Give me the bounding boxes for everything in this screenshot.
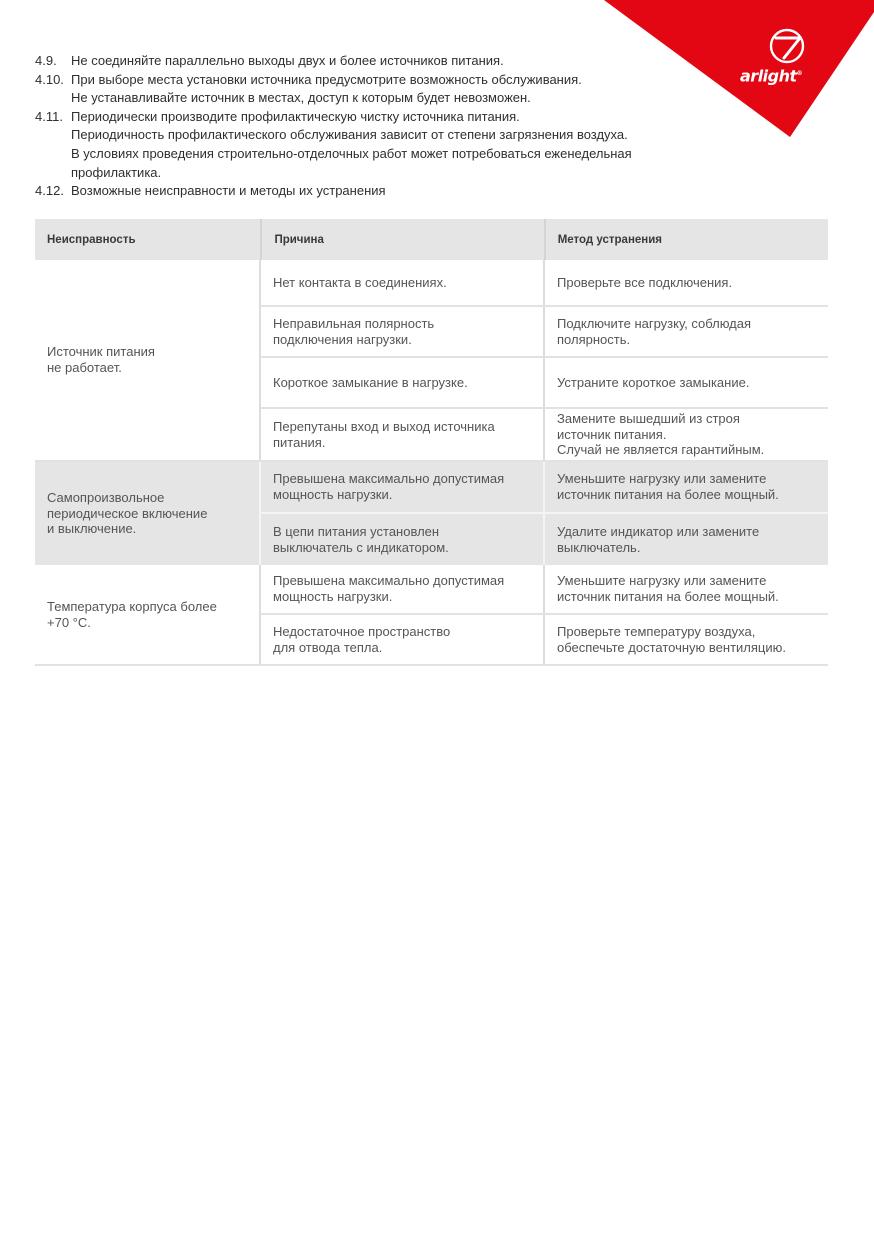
cause-text: Нет контакта в соединениях. xyxy=(273,274,447,290)
cause-text: питания. xyxy=(273,434,326,450)
fix-text: Подключите нагрузку, соблюдая xyxy=(557,315,752,331)
fix-cell xyxy=(545,514,828,565)
column-header-issue: Неисправность xyxy=(47,233,136,246)
issue-text: Температура корпуса более xyxy=(47,598,217,614)
cause-text: Перепутаны вход и выход источника xyxy=(273,418,495,434)
fix-cell xyxy=(545,462,828,512)
cause-text: подключения нагрузки. xyxy=(273,331,412,347)
instruction-text: Не устанавливайте источник в местах, доступ к которым будет невозможен. xyxy=(71,90,531,106)
fix-text: обеспечьте достаточную вентиляцию. xyxy=(557,639,786,655)
fix-text: Устраните короткое замыкание. xyxy=(557,374,750,390)
table-row xyxy=(261,514,828,565)
instruction-item xyxy=(35,182,735,201)
fix-cell xyxy=(545,409,828,460)
instruction-text: Периодичность профилактического обслуживания зависит от степени загрязнения воздуха. xyxy=(71,127,628,143)
instruction-number: 4.10. xyxy=(35,71,64,87)
instruction-text: Не соединяйте параллельно выходы двух и более источников питания. xyxy=(71,53,504,68)
cause-text: Неправильная полярность xyxy=(273,315,435,331)
cause-text: мощность нагрузки. xyxy=(273,487,393,502)
fix-text: Уменьшите нагрузку или замените xyxy=(557,471,767,487)
cause-text: мощность нагрузки. xyxy=(273,589,393,604)
instruction-item xyxy=(35,108,735,182)
fix-text: Замените вышедший из строя xyxy=(557,411,740,427)
fix-text: Проверьте все подключения. xyxy=(557,274,733,290)
instruction-text: При выборе места установки источника предусмотрите возможность обслуживания. xyxy=(71,71,582,87)
instruction-text: профилактика. xyxy=(71,164,162,180)
fix-text: Удалите индикатор или замените xyxy=(557,523,760,539)
table-header-row xyxy=(35,219,828,260)
issue-text: Источник питания xyxy=(47,344,155,360)
instruction-item xyxy=(35,71,735,108)
cause-text: Превышена максимально допустимая xyxy=(273,573,505,589)
table-row xyxy=(261,462,828,514)
instruction-text: Возможные неисправности и методы их устранения xyxy=(71,183,386,199)
cause-text: В цепи питания установлен xyxy=(273,523,440,539)
cause-cell xyxy=(261,307,543,356)
cause-cell xyxy=(261,565,543,613)
instruction-number: 4.11. xyxy=(35,108,63,124)
troubleshooting-table xyxy=(35,219,828,666)
table-row xyxy=(261,358,828,409)
instruction-text: В условиях проведения строительно-отделочных работ может потребоваться еженедельная xyxy=(71,145,632,161)
fix-cell xyxy=(545,307,828,356)
issue-cell xyxy=(35,565,259,664)
fix-text: источник питания на более мощный. xyxy=(557,589,779,604)
cause-text: Недостаточное пространство xyxy=(273,623,451,639)
cause-cell xyxy=(261,358,543,407)
fix-text: выключатель. xyxy=(557,539,641,555)
instruction-item xyxy=(35,52,735,71)
table-group xyxy=(35,462,828,565)
issue-cell xyxy=(35,260,259,460)
cause-cell xyxy=(261,615,543,664)
fix-cell xyxy=(545,260,828,305)
table-row xyxy=(261,307,828,358)
cause-text: для отвода тепла. xyxy=(273,639,383,655)
cause-cell xyxy=(261,462,543,512)
fix-cell xyxy=(545,358,828,407)
table-group xyxy=(35,565,828,666)
fix-text: источник питания. xyxy=(557,426,667,442)
cause-cell xyxy=(261,514,543,565)
fix-text: Уменьшите нагрузку или замените xyxy=(557,573,767,589)
cause-text: выключатель с индикатором. xyxy=(273,539,449,555)
fix-cell xyxy=(545,565,828,613)
fix-text: источник питания на более мощный. xyxy=(557,487,779,502)
instruction-number: 4.9. xyxy=(35,53,57,68)
instructions-list xyxy=(35,52,735,201)
issue-text: Самопроизвольное xyxy=(47,490,165,506)
cause-cell xyxy=(261,409,543,460)
column-header-cause: Причина xyxy=(274,233,324,246)
issue-cell xyxy=(35,462,259,565)
column-header-fix: Метод устранения xyxy=(557,233,663,246)
instruction-text: Периодически производите профилактическую чистку источника питания. xyxy=(71,108,520,124)
table-row xyxy=(261,565,828,615)
issue-text: не работает. xyxy=(47,360,122,375)
table-row xyxy=(261,260,828,307)
fix-text: Проверьте температуру воздуха, xyxy=(557,623,756,639)
instruction-number: 4.12. xyxy=(35,183,64,199)
table-group xyxy=(35,260,828,462)
cause-text: Превышена максимально допустимая xyxy=(273,471,505,487)
issue-text: +70 °С. xyxy=(47,614,91,630)
cause-text: Короткое замыкание в нагрузке. xyxy=(273,374,468,390)
issue-text: и выключение. xyxy=(47,521,137,537)
fix-cell xyxy=(545,615,828,664)
brand-logo-text: arlight® xyxy=(740,66,803,86)
cause-cell xyxy=(261,260,543,305)
fix-text: полярность. xyxy=(557,331,631,347)
fix-text: Случай не является гарантийным. xyxy=(557,442,765,458)
issue-text: периодическое включение xyxy=(47,505,208,521)
table-row xyxy=(261,615,828,664)
table-row xyxy=(261,409,828,460)
